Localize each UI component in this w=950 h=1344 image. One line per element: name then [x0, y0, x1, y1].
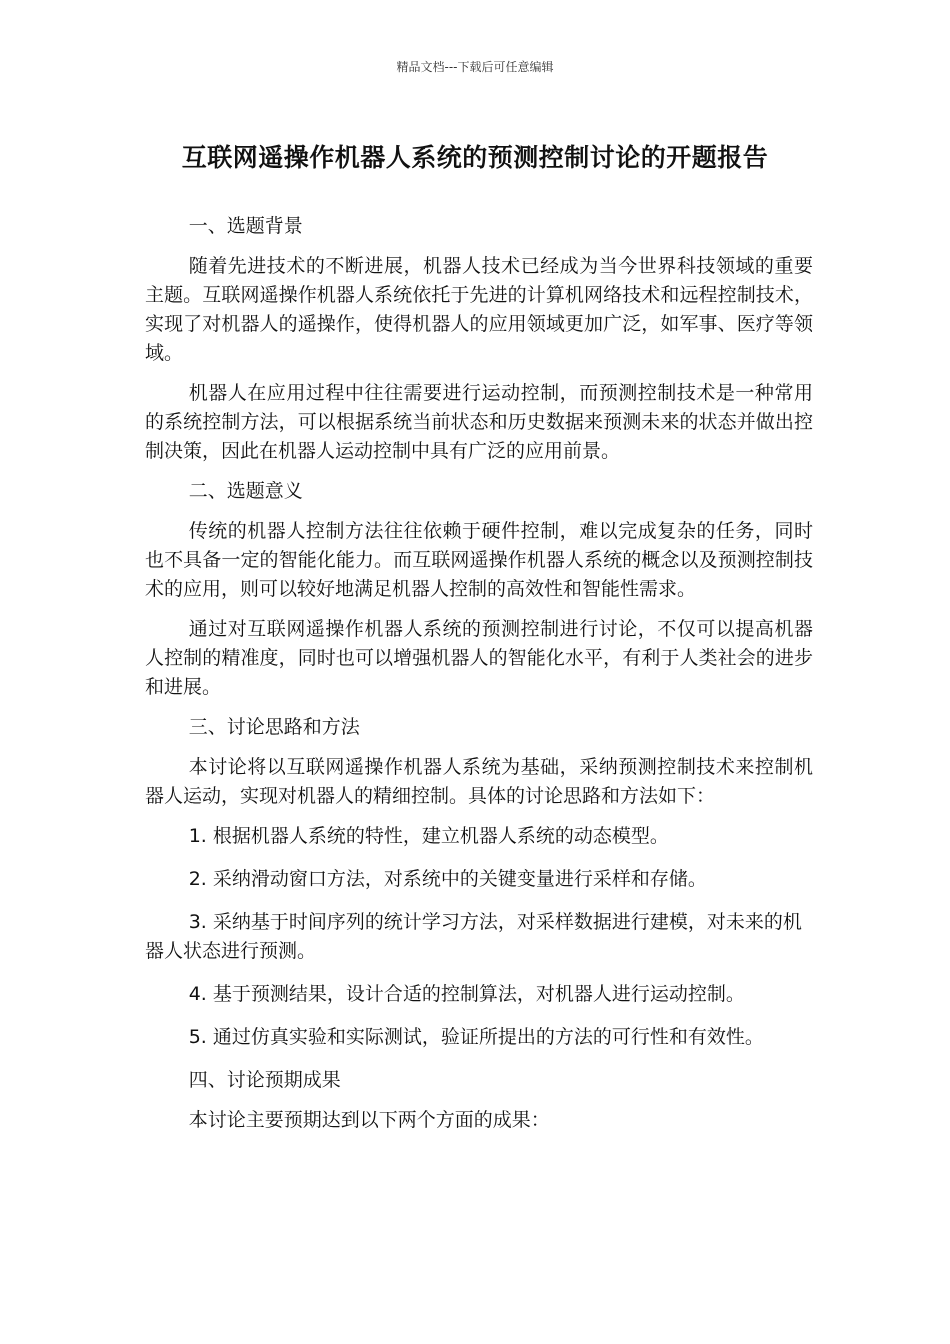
paragraph-background-1: 随着先进技术的不断进展，机器人技术已经成为当今世界科技领域的重要主题。互联网遥操作机器人系统依托于先进的计算机网络技术和远程控制技术，实现了对机器人的遥操作，使得机器人的应用领域更加广泛，如军事、医疗等领域。 [145, 255, 813, 364]
method-list-item: 3. 采纳基于时间序列的统计学习方法，对采样数据进行建模，对未来的机器人状态进行预测。 [145, 911, 802, 962]
paragraph-significance-2: 通过对互联网遥操作机器人系统的预测控制进行讨论，不仅可以提高机器人控制的精准度，同时也可以增强机器人的智能化水平，有利于人类社会的进步和进展。 [145, 618, 813, 698]
paragraph-outcomes-intro: 本讨论主要预期达到以下两个方面的成果： [188, 1109, 550, 1131]
section-heading-background: 一、选题背景 [188, 215, 303, 237]
paragraph-methods-intro: 本讨论将以互联网遥操作机器人系统为基础，采纳预测控制技术来控制机器人运动，实现对机器人的精细控制。具体的讨论思路和方法如下： [145, 756, 813, 807]
page-header-note: 精品文档---下载后可任意编辑 [396, 60, 554, 74]
method-list-item: 2. 采纳滑动窗口方法，对系统中的关键变量进行采样和存储。 [188, 868, 707, 890]
document-body [145, 212, 813, 1146]
section-heading-methods: 三、讨论思路和方法 [188, 716, 360, 738]
section-heading-outcomes: 四、讨论预期成果 [188, 1069, 341, 1091]
method-list-item: 5. 通过仿真实验和实际测试，验证所提出的方法的可行性和有效性。 [188, 1026, 764, 1048]
paragraph-background-2: 机器人在应用过程中往往需要进行运动控制，而预测控制技术是一种常用的系统控制方法，可以根据系统当前状态和历史数据来预测未来的状态并做出控制决策，因此在机器人运动控制中具有广泛的应用前景。 [145, 382, 813, 462]
paragraph-significance-1: 传统的机器人控制方法往往依赖于硬件控制，难以完成复杂的任务，同时也不具备一定的智能化能力。而互联网遥操作机器人系统的概念以及预测控制技术的应用，则可以较好地满足机器人控制的高效性和智能性需求。 [145, 520, 813, 600]
method-list-item: 4. 基于预测结果，设计合适的控制算法，对机器人进行运动控制。 [188, 983, 745, 1005]
section-heading-significance: 二、选题意义 [188, 480, 303, 502]
document-title: 互联网遥操作机器人系统的预测控制讨论的开题报告 [181, 143, 769, 172]
method-list-item: 1. 根据机器人系统的特性，建立机器人系统的动态模型。 [188, 825, 669, 847]
